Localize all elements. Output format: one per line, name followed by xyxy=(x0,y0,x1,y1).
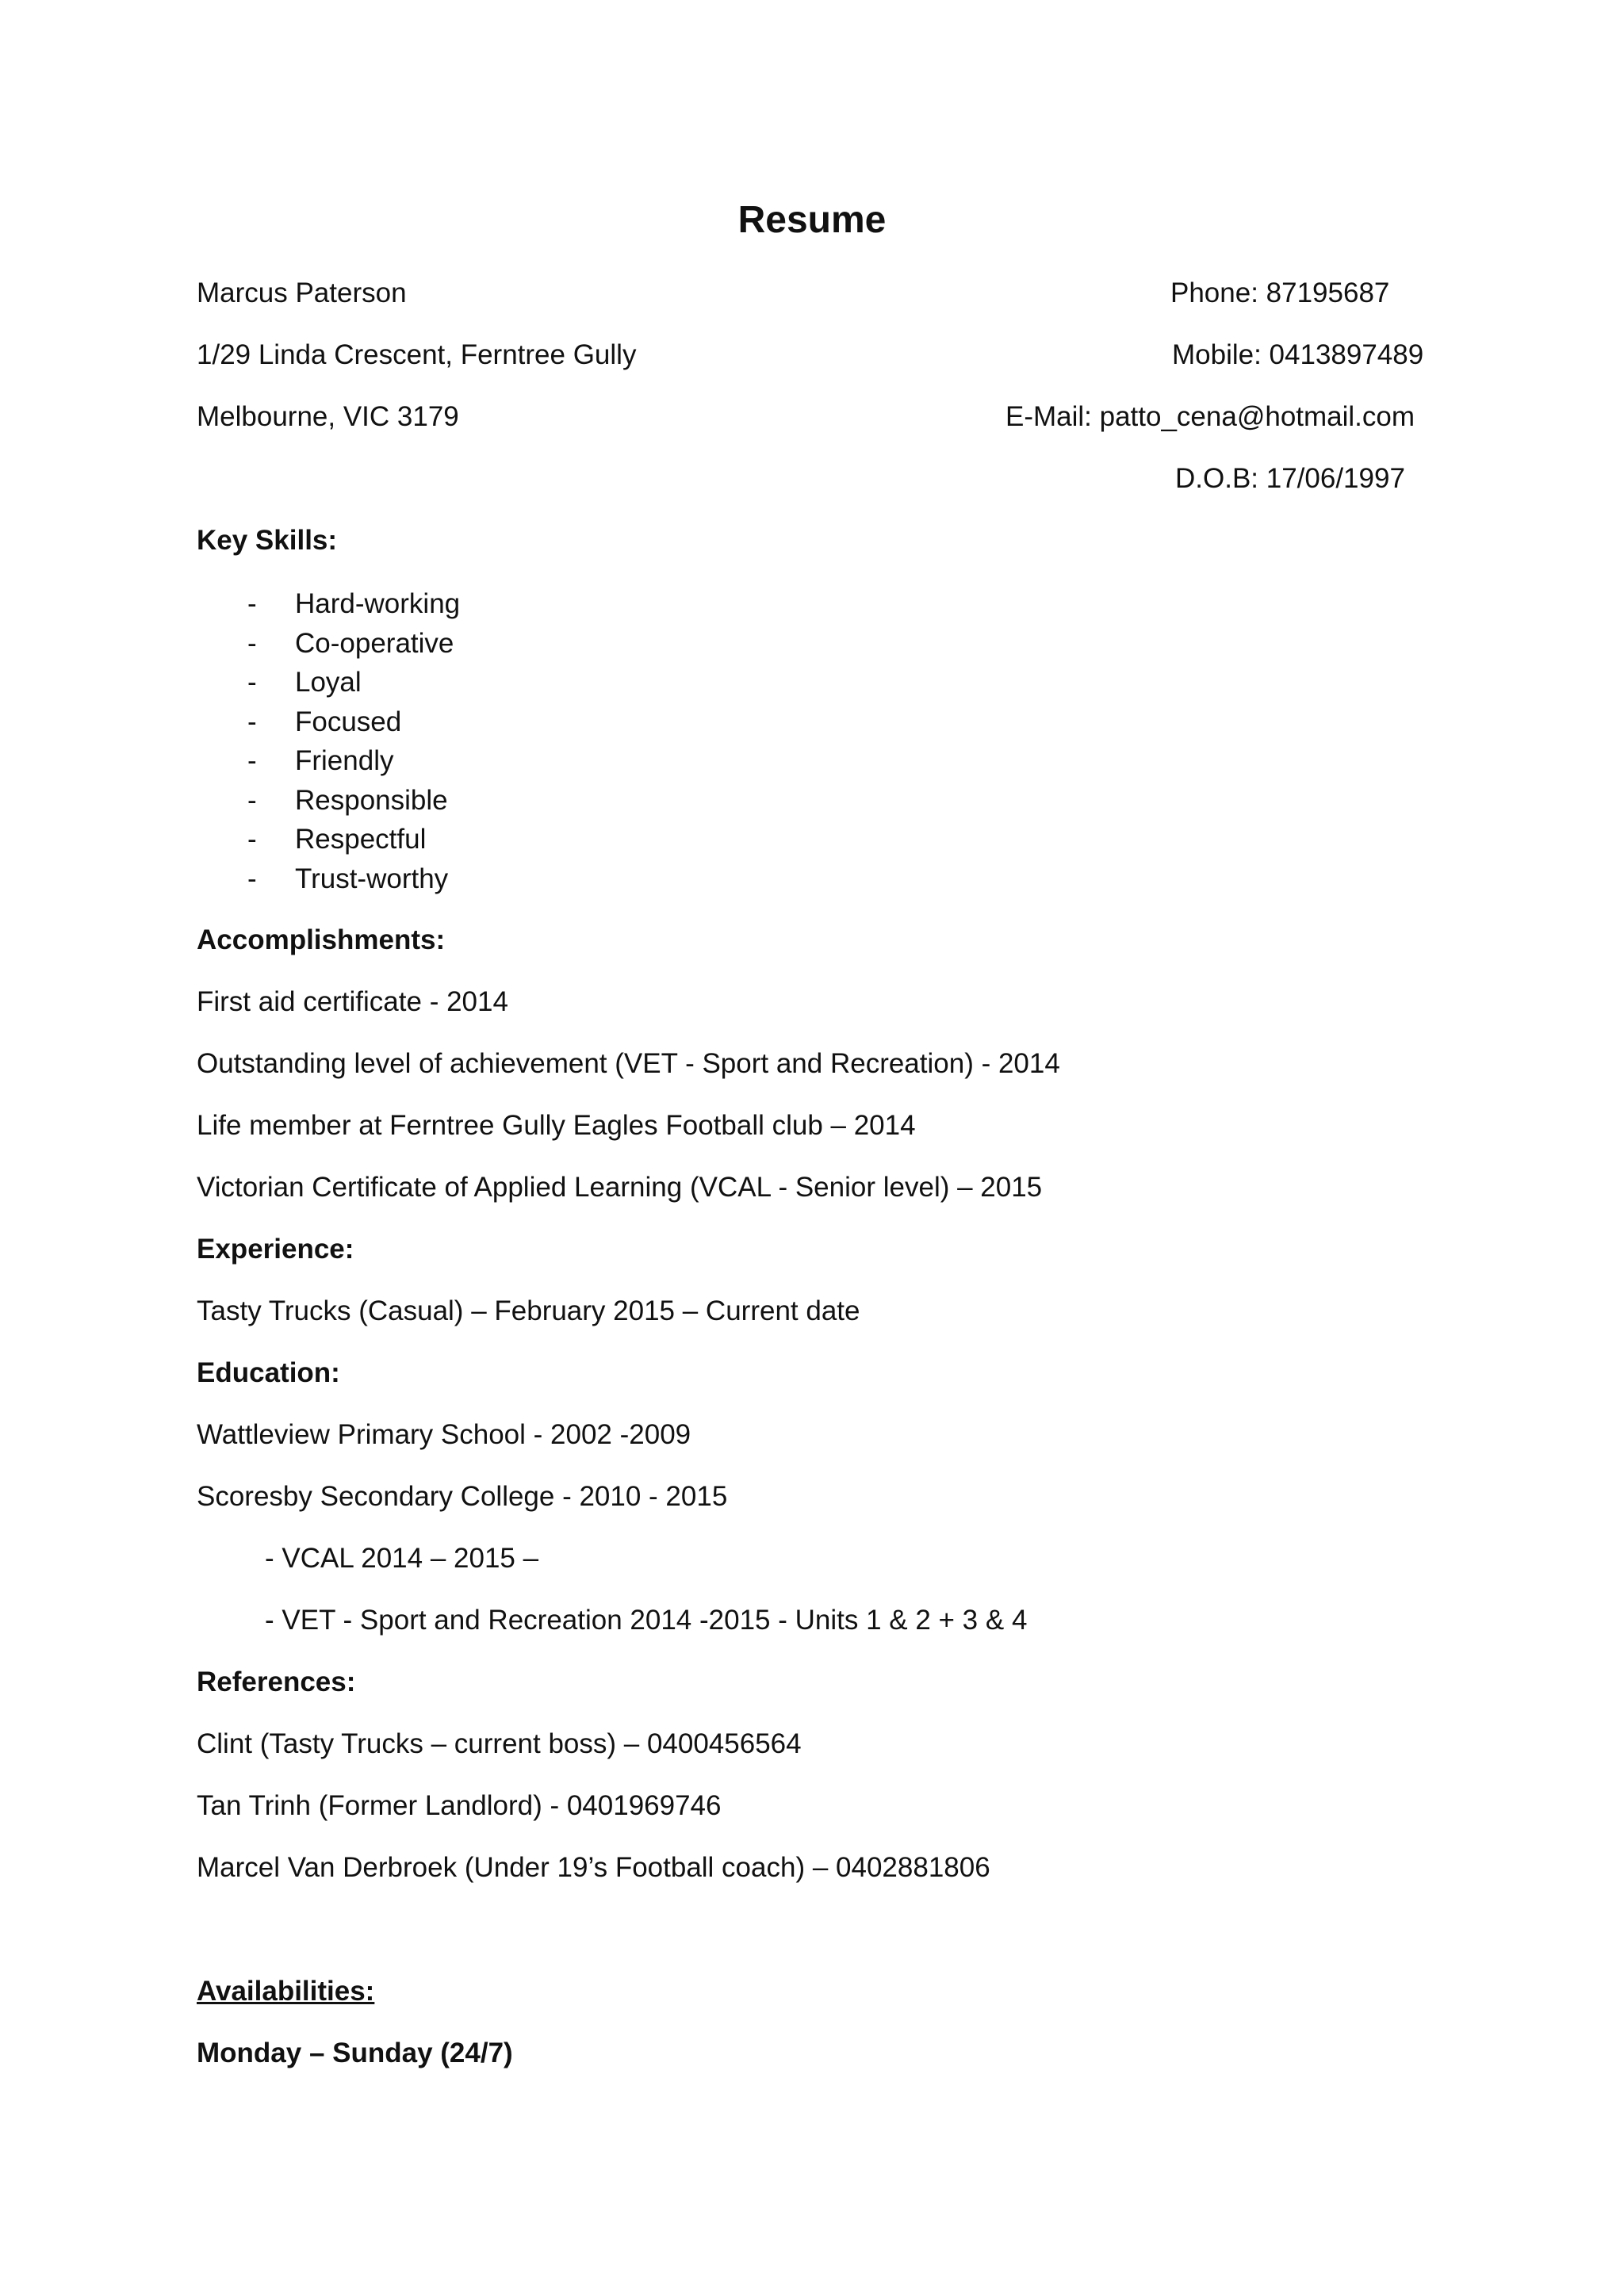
skill-text: Respectful xyxy=(295,824,427,855)
accomplishment-item: Outstanding level of achievement (VET - Sport and Recreation) - 2014 xyxy=(197,1048,1060,1079)
accomplishments-heading: Accomplishments: xyxy=(197,924,446,955)
skill-text: Hard-working xyxy=(295,588,461,619)
education-sub-item: - VET - Sport and Recreation 2014 -2015 - Units 1 & 2 + 3 & 4 xyxy=(265,1605,1028,1636)
reference-item: Marcel Van Derbroek (Under 19’s Football coach) – 0402881806 xyxy=(197,1852,990,1883)
skill-text: Friendly xyxy=(295,745,394,776)
contact-name: Marcus Paterson xyxy=(197,277,407,308)
contact-address-line1: 1/29 Linda Crescent, Ferntree Gully xyxy=(197,339,637,370)
skill-text: Trust-worthy xyxy=(295,863,449,894)
education-sub-item: - VCAL 2014 – 2015 – xyxy=(265,1543,539,1574)
accomplishment-item: First aid certificate - 2014 xyxy=(197,986,508,1017)
resume-page: Resume Marcus Paterson 1/29 Linda Crescent, Ferntree Gully Melbourne, VIC 3179 Phone: 87195687 Mobile: 0413897489 E-Mail: patto_cena@hotmail.com D.O.B: 17/06/1997 Key Skills: - Hard-working - Co-operative - Loyal - Focused - Friendly - Responsible - Respectful - Trust-worthy Accomplishments: First aid certificate - 2014 Outstanding level of achievement (VET - Sport and Recreation) - 2014 Life member at Ferntree Gully Eagles Football club – 2014 Victorian Certificate of Applied Learning (VCAL - Senior level) – 2015 Experience: Tasty Trucks (Casual) – February 2015 – Current date Education: Wattleview Primary School - 2002 -2009 Scoresby Secondary College - 2010 - 2015 - VCAL 2014 – 2015 – - VET - Sport and Recreation 2014 -2015 - Units 1 & 2 + 3 & 4 References: Clint (Tasty Trucks – current boss) – 0400456564 Tan Trinh (Former Landlord) - 0401969746 Marcel Van Derbroek (Under 19’s Football coach) – 0402881806 Availabilities: Monday – Sunday (24/7) xyxy=(0,0,1624,2296)
contact-email: E-Mail: patto_cena@hotmail.com xyxy=(1005,401,1415,432)
key-skills-heading: Key Skills: xyxy=(197,525,338,556)
skill-text: Responsible xyxy=(295,784,448,816)
page-title: Resume xyxy=(737,199,887,241)
references-heading: References: xyxy=(197,1667,356,1697)
reference-item: Tan Trinh (Former Landlord) - 0401969746 xyxy=(197,1790,722,1821)
contact-phone: Phone: 87195687 xyxy=(1170,277,1390,308)
accomplishment-item: Victorian Certificate of Applied Learning (VCAL - Senior level) – 2015 xyxy=(197,1172,1043,1203)
skill-text: Loyal xyxy=(295,667,362,698)
skill-text: Co-operative xyxy=(295,627,454,659)
contact-address-line2: Melbourne, VIC 3179 xyxy=(197,401,459,432)
education-item: Wattleview Primary School - 2002 -2009 xyxy=(197,1419,691,1450)
education-heading: Education: xyxy=(197,1357,340,1388)
contact-mobile: Mobile: 0413897489 xyxy=(1172,339,1424,370)
contact-dob: D.O.B: 17/06/1997 xyxy=(1175,463,1405,494)
experience-item: Tasty Trucks (Casual) – February 2015 – Current date xyxy=(197,1295,860,1326)
availabilities-value: Monday – Sunday (24/7) xyxy=(197,2038,513,2068)
availabilities-heading: Availabilities: xyxy=(197,1976,375,2007)
skill-text: Focused xyxy=(295,706,402,737)
reference-item: Clint (Tasty Trucks – current boss) – 0400456564 xyxy=(197,1728,802,1759)
education-item: Scoresby Secondary College - 2010 - 2015 xyxy=(197,1481,728,1512)
accomplishment-item: Life member at Ferntree Gully Eagles Football club – 2014 xyxy=(197,1110,916,1141)
experience-heading: Experience: xyxy=(197,1234,354,1265)
